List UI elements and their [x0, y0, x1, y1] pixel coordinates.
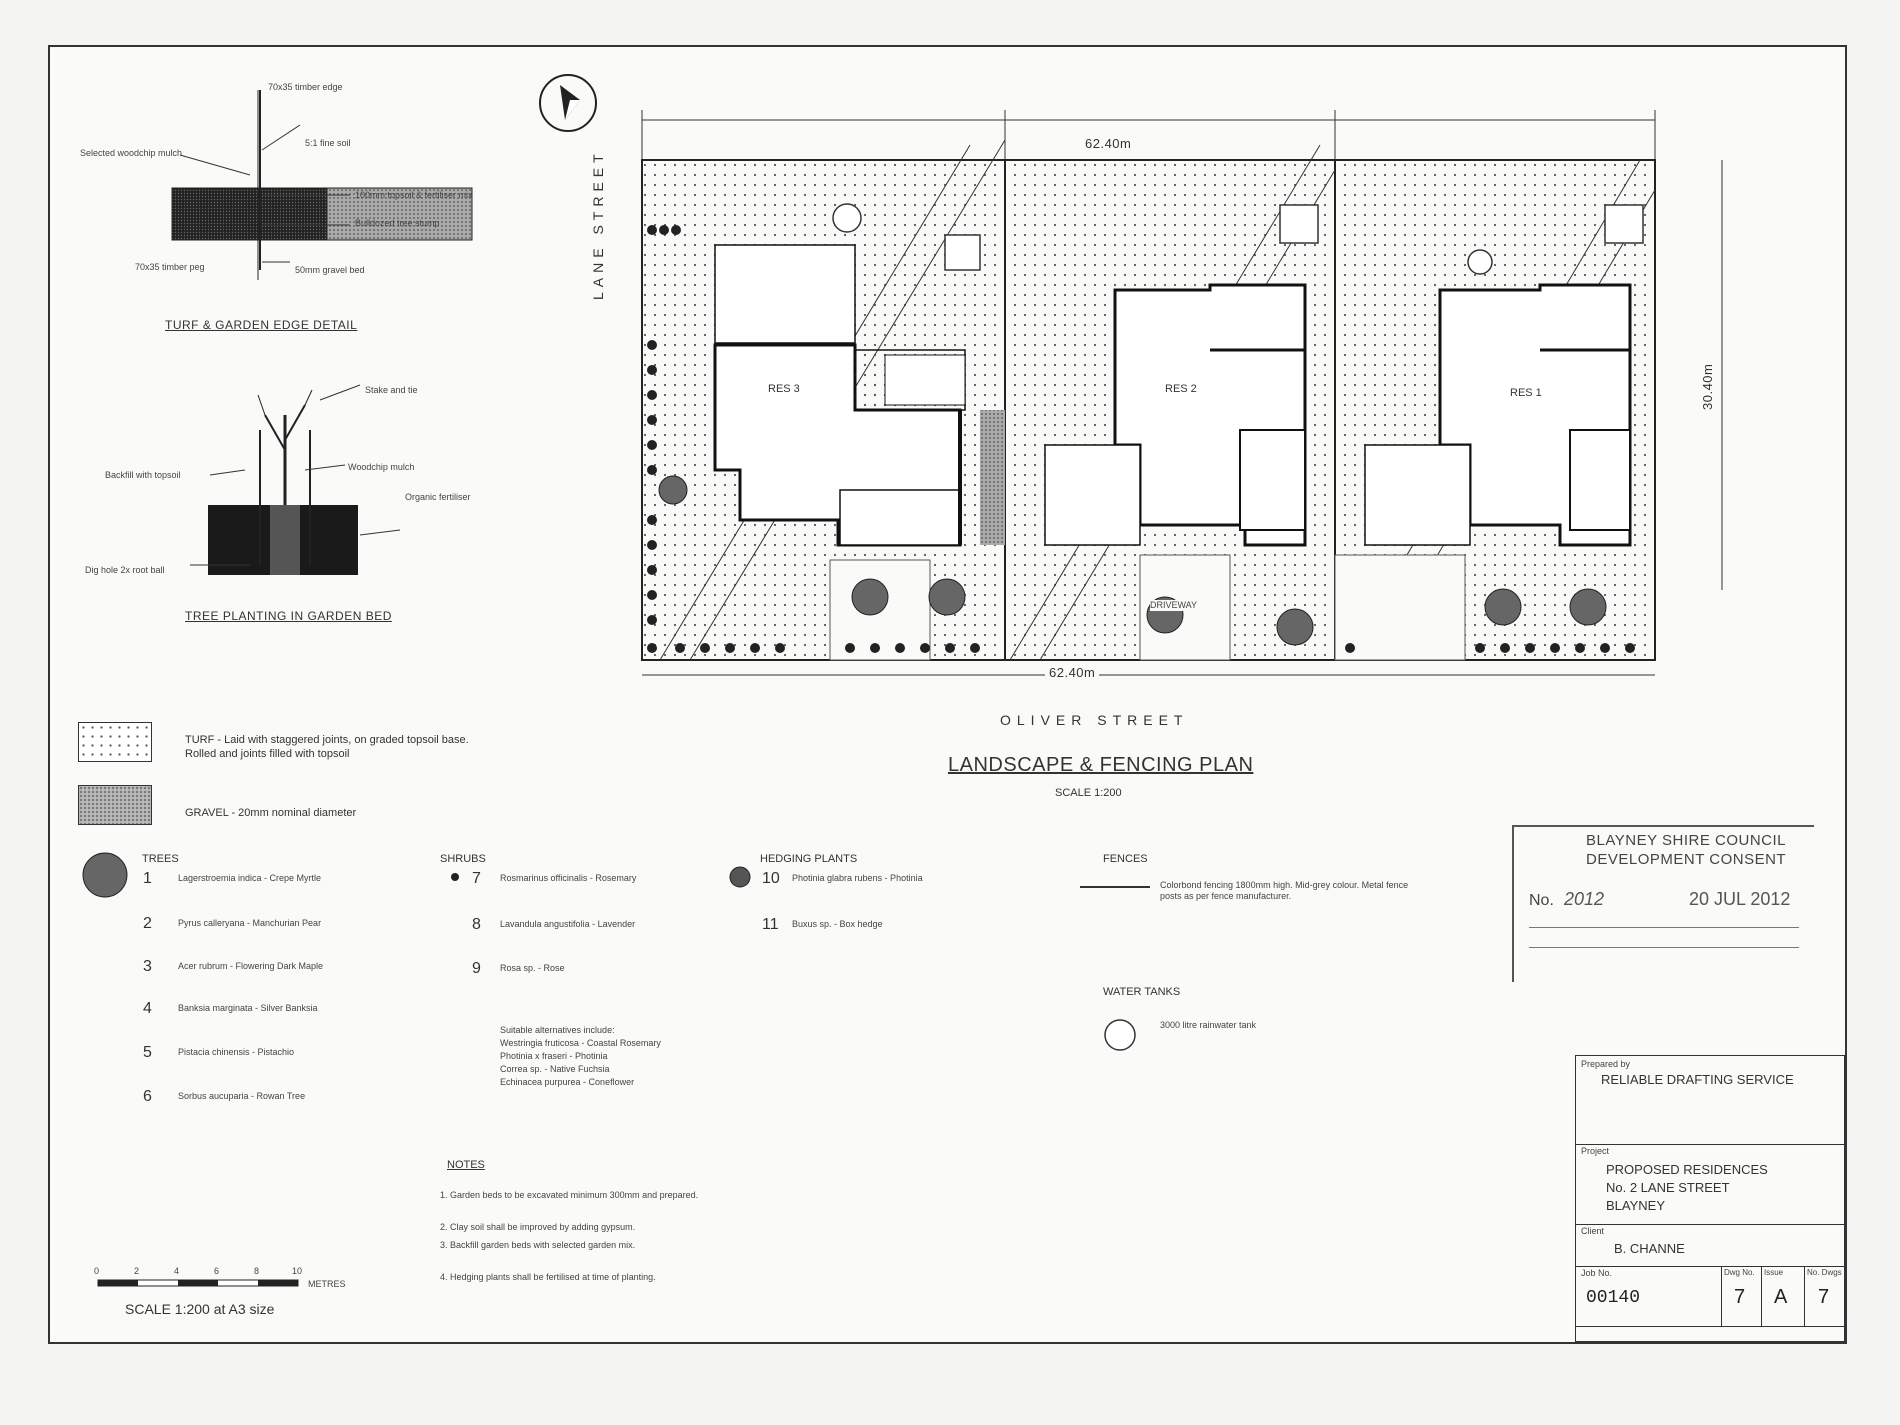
turf-note: Selected woodchip mulch: [80, 148, 183, 158]
scale-tick: 10: [292, 1266, 303, 1276]
note-item: 1. Garden beds to be excavated minimum 300mm and prepared.: [440, 1190, 699, 1200]
client-label: Client: [1581, 1226, 1605, 1236]
hedging-heading: HEDGING PLANTS: [760, 853, 858, 865]
tree-text: Acer rubrum - Flowering Dark Maple: [178, 961, 324, 971]
turf-note: 70x35 timber edge: [268, 82, 343, 92]
job-label: Job No.: [1581, 1268, 1613, 1278]
project-line: BLAYNEY: [1606, 1198, 1666, 1213]
fences-heading: FENCES: [1103, 853, 1148, 865]
tree-note: Woodchip mulch: [348, 462, 415, 472]
shrub-text: Rosa sp. - Rose: [500, 963, 565, 973]
hedge-text: Buxus sp. - Box hedge: [792, 919, 883, 929]
plan-title: LANDSCAPE & FENCING PLAN: [948, 754, 1254, 776]
turf-swatch: [78, 722, 152, 762]
gravel-swatch: [78, 785, 152, 825]
stamp-no-prefix: No.: [1529, 892, 1554, 909]
scale-unit: METRES: [308, 1279, 346, 1289]
total-sheets-label: No. Dwgs: [1807, 1268, 1842, 1277]
shrub-symbol-icon: [451, 873, 459, 881]
turf-note: 70x35 timber peg: [135, 262, 205, 272]
stamp-line-2: DEVELOPMENT CONSENT: [1586, 851, 1787, 868]
dimension-top: 62.40m: [1085, 136, 1132, 151]
water-tanks-text: 3000 litre rainwater tank: [1160, 1020, 1257, 1030]
tree-num: 1: [143, 870, 152, 887]
tree-text: Sorbus aucuparia - Rowan Tree: [178, 1091, 306, 1101]
plan-scale-note: SCALE 1:200: [1055, 787, 1122, 799]
scale-tick: 4: [174, 1266, 180, 1276]
shrub-num: 9: [472, 960, 481, 977]
revision: A: [1774, 1286, 1788, 1308]
project-line: PROPOSED RESIDENCES: [1606, 1162, 1768, 1177]
shrubs-heading: SHRUBS: [440, 853, 486, 865]
total-sheets: 7: [1818, 1286, 1830, 1308]
tree-note: Backfill with topsoil: [105, 470, 181, 480]
drafter-name: RELIABLE DRAFTING SERVICE: [1601, 1072, 1794, 1087]
shrub-alt: Correa sp. - Native Fuchsia: [500, 1064, 610, 1074]
title-block: [1575, 1055, 1845, 1342]
north-arrow-icon: [540, 75, 596, 131]
project-label: Project: [1581, 1146, 1610, 1156]
dimension-right: 30.40m: [1700, 363, 1715, 410]
stamp-no-value: 2012: [1564, 889, 1605, 909]
shrub-text: Lavandula angustifolia - Lavender: [500, 919, 636, 929]
hedge-symbol-icon: [730, 867, 750, 887]
job-number: 00140: [1586, 1288, 1641, 1308]
oliver-street-label: OLIVER STREET: [1000, 712, 1189, 728]
tree-num: 6: [143, 1088, 152, 1105]
tree-note: Organic fertiliser: [405, 492, 471, 502]
tree-note: Stake and tie: [365, 385, 418, 395]
tree-text: Pistacia chinensis - Pistachio: [178, 1047, 295, 1057]
note-item: 2. Clay soil shall be improved by adding gypsum.: [440, 1222, 636, 1232]
client-name: B. CHANNE: [1614, 1241, 1685, 1256]
tree-num: 2: [143, 915, 152, 932]
gravel-legend-text: GRAVEL - 20mm nominal diameter: [185, 807, 357, 819]
water-tank-symbol-icon: [1105, 1020, 1135, 1050]
stamp-line-1: BLAYNEY SHIRE COUNCIL: [1586, 832, 1786, 849]
tree-text: Lagerstroemia indica - Crepe Myrtle: [178, 873, 322, 883]
tree-text: Banksia marginata - Silver Banksia: [178, 1003, 318, 1013]
tree-num: 3: [143, 958, 152, 975]
sheet-number: 7: [1734, 1286, 1746, 1308]
drafter-label: Prepared by: [1581, 1059, 1631, 1069]
scale-tick: 6: [214, 1266, 220, 1276]
stamp-date: 20 JUL 2012: [1689, 889, 1791, 909]
tree-planting-title: TREE PLANTING IN GARDEN BED: [185, 609, 392, 623]
scale-caption: SCALE 1:200 at A3 size: [125, 1301, 275, 1317]
turf-edge-title: TURF & GARDEN EDGE DETAIL: [165, 318, 358, 332]
tree-text: Pyrus calleryana - Manchurian Pear: [178, 918, 322, 928]
project-line: No. 2 LANE STREET: [1606, 1180, 1730, 1195]
turf-note: Bulldozed tree stump: [355, 218, 440, 228]
rev-label: Issue: [1764, 1268, 1784, 1277]
scale-tick: 0: [94, 1266, 100, 1276]
council-stamp: [1512, 825, 1814, 982]
water-tanks-heading: WATER TANKS: [1103, 986, 1181, 998]
scale-bar: [98, 1280, 298, 1286]
note-item: 3. Backfill garden beds with selected garden mix.: [440, 1240, 636, 1250]
turf-note: 5:1 fine soil: [305, 138, 351, 148]
tree-planting-detail: [190, 385, 400, 575]
shrub-text: Rosmarinus officinalis - Rosemary: [500, 873, 637, 883]
scale-tick: 8: [254, 1266, 260, 1276]
lot-label-res-2: RES 2: [1165, 383, 1197, 395]
shrub-num: 7: [472, 870, 481, 887]
tree-symbol-icon: [83, 853, 127, 897]
hedge-text: Photinia glabra rubens - Photinia: [792, 873, 923, 883]
lane-street-label: LANE STREET: [590, 149, 606, 300]
hedge-num: 10: [762, 870, 780, 887]
notes-heading: NOTES: [447, 1159, 485, 1171]
dimension-bottom: 62.40m: [1045, 665, 1099, 680]
shrub-num: 8: [472, 916, 481, 933]
turf-legend-text: TURF - Laid with staggered joints, on graded topsoil base. Rolled and joints filled with topsoil: [185, 734, 469, 761]
shrub-alt: Westringia fruticosa - Coastal Rosemary: [500, 1038, 661, 1048]
lot-label-res-1: RES 1: [1510, 387, 1542, 399]
tree-num: 4: [143, 1000, 152, 1017]
shrub-alt: Echinacea purpurea - Coneflower: [500, 1077, 635, 1087]
tree-note: Dig hole 2x root ball: [85, 565, 165, 575]
turf-note: 100mm topsoil & fertiliser mix: [355, 190, 473, 200]
turf-edge-detail: [172, 90, 472, 280]
hedge-num: 11: [762, 916, 779, 933]
fences-text: Colorbond fencing 1800mm high. Mid-grey colour. Metal fence posts as per fence manufacturer.: [1160, 880, 1409, 902]
scale-tick: 2: [134, 1266, 140, 1276]
trees-heading: TREES: [142, 853, 179, 865]
shrub-alt: Photinia x fraseri - Photinia: [500, 1051, 608, 1061]
tree-num: 5: [143, 1044, 152, 1061]
note-item: 4. Hedging plants shall be fertilised at time of planting.: [440, 1272, 656, 1282]
lot-label-res-3: RES 3: [768, 383, 800, 395]
sheet-no-label: Dwg No.: [1724, 1268, 1755, 1277]
driveway-label: DRIVEWAY: [1150, 600, 1198, 610]
turf-note: 50mm gravel bed: [295, 265, 365, 275]
shrub-alt: Suitable alternatives include:: [500, 1025, 615, 1035]
